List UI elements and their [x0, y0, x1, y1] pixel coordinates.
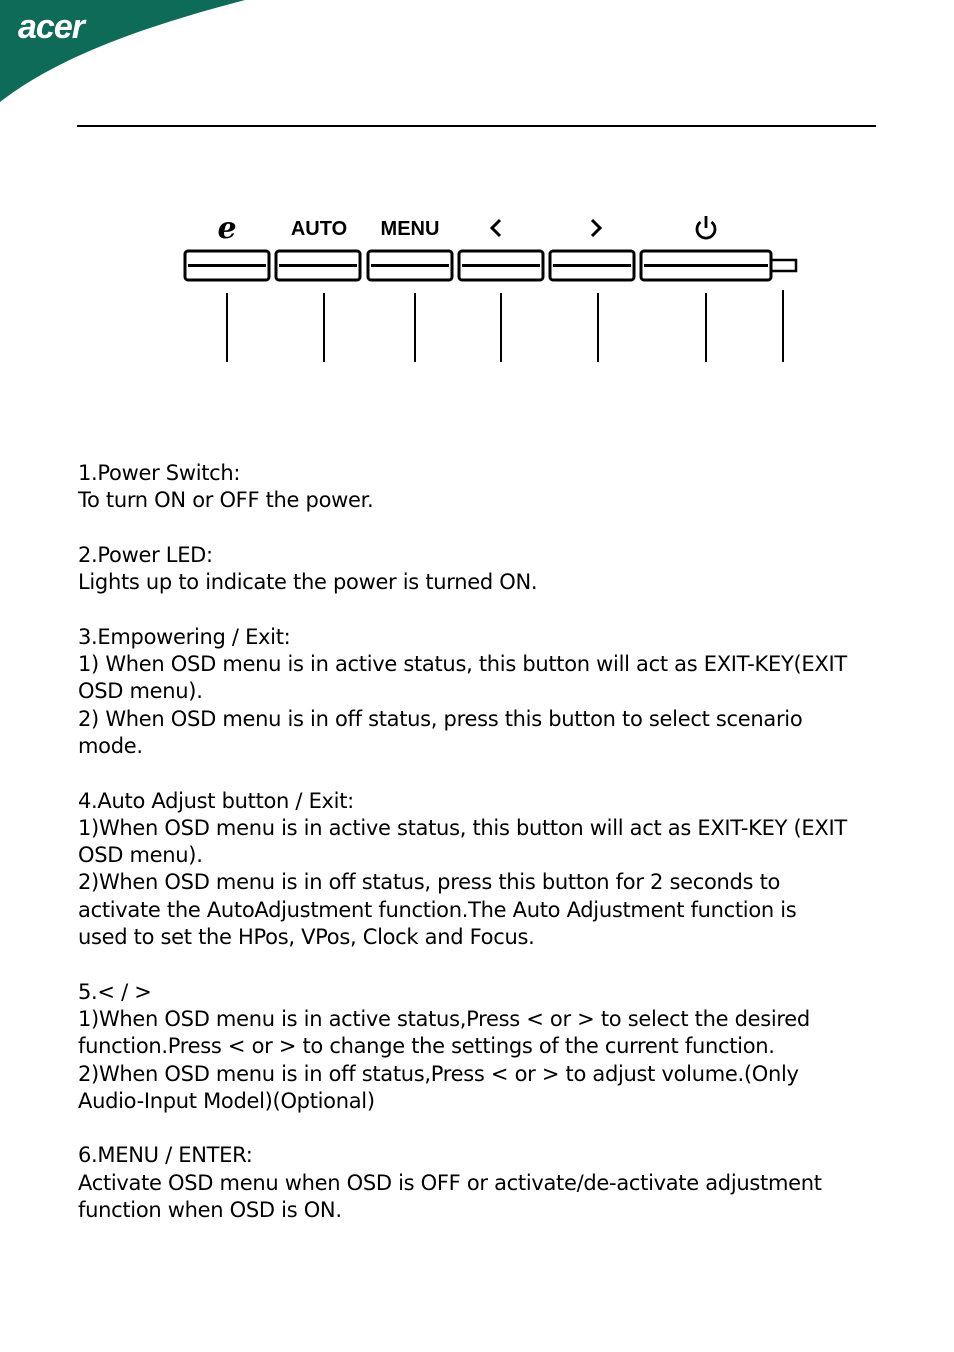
section-empowering-exit — [78, 624, 878, 760]
section-title: 3.Empowering / Exit: — [78, 624, 291, 649]
section-line: Audio-Input Model)(Optional) — [78, 1088, 375, 1113]
label-auto: AUTO — [290, 218, 348, 240]
section-line: 1)When OSD menu is in active status,Press < or > to select the desired — [78, 1006, 810, 1031]
power-led — [771, 260, 796, 271]
section-title: 6.MENU / ENTER: — [78, 1143, 253, 1168]
section-title: 2.Power LED: — [78, 542, 213, 567]
section-line: 2)When OSD menu is in off status, press this button for 2 seconds to — [78, 870, 781, 895]
section-line: function when OSD is ON. — [78, 1198, 342, 1223]
brand-corner — [0, 0, 250, 105]
button-diagram — [0, 190, 954, 370]
section-line: function.Press < or > to change the settings of the current function. — [78, 1034, 775, 1059]
section-line: Activate OSD menu when OSD is OFF or activate/de-activate adjustment — [78, 1170, 822, 1195]
chevron-left-icon — [492, 220, 500, 236]
power-icon — [697, 216, 715, 238]
section-line: activate the AutoAdjustment function.The Auto Adjustment function is — [78, 897, 797, 922]
section-title: 1.Power Switch: — [78, 461, 241, 485]
section-arrows — [78, 979, 878, 1115]
section-line: 2) When OSD menu is in off status, press this button to select scenario — [78, 706, 803, 731]
section-line: OSD menu). — [78, 679, 203, 704]
section-line: 2)When OSD menu is in off status,Press < or > to adjust volume.(Only — [78, 1061, 799, 1086]
leader-lines — [227, 290, 783, 362]
section-menu-enter — [78, 1142, 878, 1224]
label-e: e — [217, 211, 237, 246]
acer-logo: acer — [18, 8, 84, 46]
section-power-led — [78, 542, 878, 597]
chevron-right-icon — [592, 220, 600, 236]
section-line: OSD menu). — [78, 843, 203, 868]
instructions — [78, 460, 878, 1252]
section-power-switch — [78, 460, 878, 515]
section-title: 5.< / > — [78, 979, 152, 1004]
header-rule — [77, 125, 876, 127]
section-line: mode. — [78, 733, 143, 758]
section-line: 1) When OSD menu is in active status, this button will act as EXIT-KEY(EXIT — [78, 652, 847, 677]
section-line: 1)When OSD menu is in active status, this button will act as EXIT-KEY (EXIT — [78, 815, 847, 840]
section-title: 4.Auto Adjust button / Exit: — [78, 788, 354, 813]
label-menu: MENU — [380, 218, 440, 240]
section-auto-adjust — [78, 788, 878, 952]
section-line: Lights up to indicate the power is turned ON. — [78, 570, 538, 595]
section-line: used to set the HPos, VPos, Clock and Focus. — [78, 925, 535, 950]
section-line: To turn ON or OFF the power. — [78, 488, 374, 513]
